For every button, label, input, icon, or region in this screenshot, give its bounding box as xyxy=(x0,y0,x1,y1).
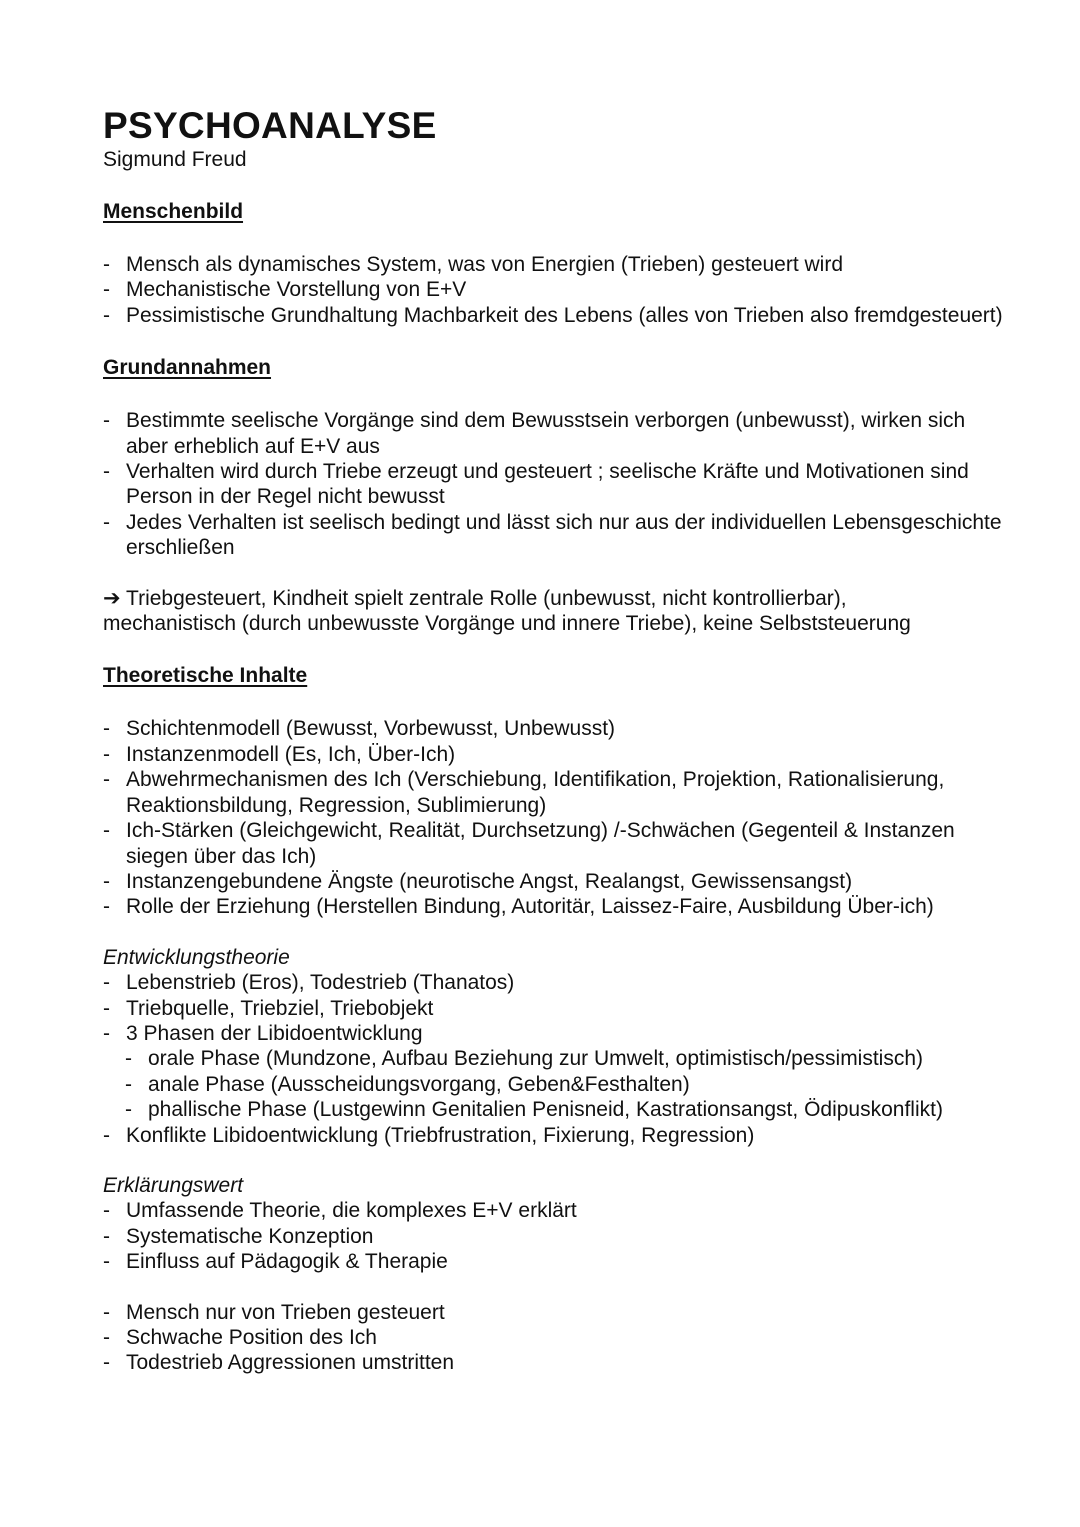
list-item: - Verhalten wird durch Triebe erzeugt und gesteuert ; seelische Kräfte und Motivationen sind Person in der Regel nicht bewusst xyxy=(103,459,1003,510)
list-item: - Bestimmte seelische Vorgänge sind dem Bewusstsein verborgen (unbewusst), wirken sich aber erheblich auf E+V aus xyxy=(103,408,1003,459)
list-item: - Jedes Verhalten ist seelisch bedingt und lässt sich nur aus der individuellen Lebensgeschichte erschließen xyxy=(103,510,1003,561)
page-title: PSYCHOANALYSE xyxy=(103,105,437,146)
list-item: - Pessimistische Grundhaltung Machbarkeit des Lebens (alles von Trieben also fremdgesteuert) xyxy=(103,303,1003,328)
list-item: - Todestrieb Aggressionen umstritten xyxy=(103,1350,1003,1375)
list-item: - Lebenstrieb (Eros), Todestrieb (Thanatos) xyxy=(103,970,1003,995)
list-item: - Mensch nur von Trieben gesteuert xyxy=(103,1300,1003,1325)
list-item: - Systematische Konzeption xyxy=(103,1224,1003,1249)
erklaerungswert-cons-list xyxy=(103,1300,1003,1376)
list-item: - Rolle der Erziehung (Herstellen Bindung, Autoritär, Laissez-Faire, Ausbildung Über-ich) xyxy=(103,894,1003,919)
list-item: - Einfluss auf Pädagogik & Therapie xyxy=(103,1249,1003,1274)
list-item: - Mensch als dynamisches System, was von Energien (Trieben) gesteuert wird xyxy=(103,252,1003,277)
grundannahmen-conclusion: ➔ Triebgesteuert, Kindheit spielt zentrale Rolle (unbewusst, nicht kontrollierbar), mechanistisch (durch unbewusste Vorgänge und innere Triebe), keine Selbststeuerung xyxy=(103,586,911,636)
list-item: - 3 Phasen der Libidoentwicklung xyxy=(103,1021,1003,1046)
list-item: - Instanzengebundene Ängste (neurotische Angst, Realangst, Gewissensangst) xyxy=(103,869,1003,894)
list-item: - Schwache Position des Ich xyxy=(103,1325,1003,1350)
phase-item: - phallische Phase (Lustgewinn Genitalien Penisneid, Kastrationsangst, Ödipuskonflikt) xyxy=(103,1097,1003,1122)
list-item: - Konflikte Libidoentwicklung (Triebfrustration, Fixierung, Regression) xyxy=(103,1123,1003,1148)
list-item: - Abwehrmechanismen des Ich (Verschiebung, Identifikation, Projektion, Rationalisierung, Reaktionsbildung, Regression, Sublimierung) xyxy=(103,767,1003,818)
entwicklungstheorie-list xyxy=(103,970,1003,1148)
heading-entwicklungstheorie: Entwicklungstheorie xyxy=(103,945,290,969)
erklaerungswert-pros-list xyxy=(103,1198,1003,1274)
heading-theoretische-inhalte: Theoretische Inhalte xyxy=(103,664,308,688)
menschenbild-list xyxy=(103,252,1003,328)
author: Sigmund Freud xyxy=(103,148,247,171)
heading-menschenbild: Menschenbild xyxy=(103,200,244,223)
theoretische-inhalte-list xyxy=(103,716,1003,919)
phase-item: - anale Phase (Ausscheidungsvorgang, Geben&Festhalten) xyxy=(103,1072,1003,1097)
list-item: - Mechanistische Vorstellung von E+V xyxy=(103,277,1003,302)
document-page xyxy=(103,104,1003,1376)
list-item: - Umfassende Theorie, die komplexes E+V erklärt xyxy=(103,1198,1003,1223)
heading-grundannahmen: Grundannahmen xyxy=(103,356,272,380)
heading-erklaerungswert: Erklärungswert xyxy=(103,1173,244,1197)
list-item: - Triebquelle, Triebziel, Triebobjekt xyxy=(103,996,1003,1021)
grundannahmen-list xyxy=(103,408,1003,560)
phase-item: - orale Phase (Mundzone, Aufbau Beziehung zur Umwelt, optimistisch/pessimistisch) xyxy=(103,1046,1003,1071)
list-item: - Instanzenmodell (Es, Ich, Über-Ich) xyxy=(103,742,1003,767)
list-item: - Ich-Stärken (Gleichgewicht, Realität, Durchsetzung) /-Schwächen (Gegenteil & Instanzen siegen über das Ich) xyxy=(103,818,1003,869)
list-item: - Schichtenmodell (Bewusst, Vorbewusst, Unbewusst) xyxy=(103,716,1003,741)
